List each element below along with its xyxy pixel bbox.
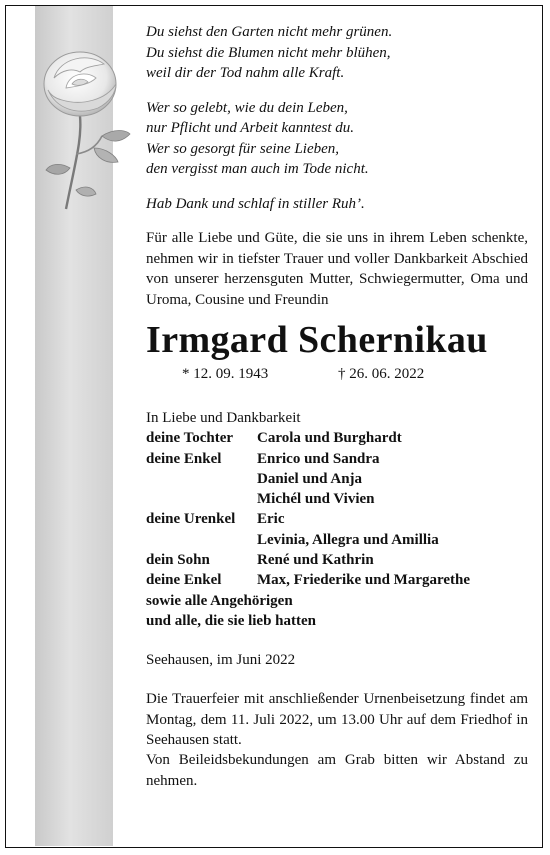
relation (146, 489, 257, 509)
family-closing-text: und alle, die sie lieb hatten (146, 612, 317, 629)
poem-line: Du siehst die Blumen nicht mehr blühen, (146, 44, 391, 61)
poem-stanza-1 (146, 22, 528, 84)
life-dates (146, 364, 528, 386)
family-closing (146, 611, 528, 631)
poem-line: Hab Dank und schlaf in stiller Ruh’. (146, 195, 365, 212)
relative-names: Max, Friederike und Margarethe (257, 572, 471, 589)
family-heading-text: In Liebe und Dankbarkeit (146, 410, 301, 426)
relation: dein Sohn (146, 552, 210, 569)
poem-stanza-2 (146, 98, 528, 180)
obituary-content (146, 22, 528, 791)
place-date: Seehausen, im Juni 2022 (146, 652, 296, 669)
funeral-details: Die Trauerfeier mit anschließender Urnenbeisetzung findet am Montag, dem 11. Juli 2022, um 13.00 Uhr auf dem Friedhof in Seehausen statt. (146, 691, 528, 749)
family-row (146, 489, 528, 509)
funeral-notice (146, 689, 528, 791)
relation (146, 530, 257, 550)
poem-line: Wer so gesorgt für seine Lieben, (146, 140, 340, 157)
relation: deine Urenkel (146, 511, 236, 528)
poem-stanza-3 (146, 194, 528, 215)
intro-text: Für alle Liebe und Güte, die sie uns in ihrem Leben schenkte, nehmen wir in tiefster Trauer und voller Dankbarkeit Abschied von unserer herzensguten Mutter, Schwiegermutter, Oma und Uroma, Cousine und Freundin (146, 230, 528, 308)
poem-line: Wer so gelebt, wie du dein Leben, (146, 99, 348, 116)
relative-names: René und Kathrin (257, 552, 374, 569)
poem-line: Du siehst den Garten nicht mehr grünen. (146, 24, 393, 40)
deceased-name: Irmgard Schernikau (146, 319, 488, 361)
family-list (146, 408, 528, 631)
relation (146, 469, 257, 489)
family-row (146, 509, 528, 529)
relative-names: Levinia, Allegra und Amillia (257, 531, 439, 548)
family-row (146, 550, 528, 570)
relative-names: Eric (257, 511, 285, 528)
relative-names: Daniel und Anja (257, 470, 363, 487)
condolence-note: Von Beileidsbekundungen am Grab bitten wir Abstand zu nehmen. (146, 752, 528, 789)
relative-names: Enrico und Sandra (257, 450, 380, 467)
relation: deine Enkel (146, 572, 222, 589)
family-row (146, 469, 528, 489)
family-row (146, 570, 528, 590)
relative-names: Michél und Vivien (257, 491, 375, 508)
family-closing (146, 591, 528, 611)
family-row (146, 530, 528, 550)
relative-names: Carola und Burghardt (257, 430, 402, 447)
poem-line: nur Pflicht und Arbeit kanntest du. (146, 120, 355, 136)
birth-date: * 12. 09. 1943 (182, 366, 269, 382)
poem-line: weil dir der Tod nahm alle Kraft. (146, 65, 345, 81)
family-row (146, 428, 528, 448)
rose-icon (36, 44, 132, 214)
relation: deine Tochter (146, 430, 234, 447)
family-closing-text: sowie alle Angehörigen (146, 592, 293, 609)
family-heading (146, 408, 528, 428)
poem-line: den vergisst man auch im Tode nicht. (146, 161, 369, 177)
family-row (146, 449, 528, 469)
relation: deine Enkel (146, 450, 222, 467)
death-date: † 26. 06. 2022 (338, 366, 425, 382)
